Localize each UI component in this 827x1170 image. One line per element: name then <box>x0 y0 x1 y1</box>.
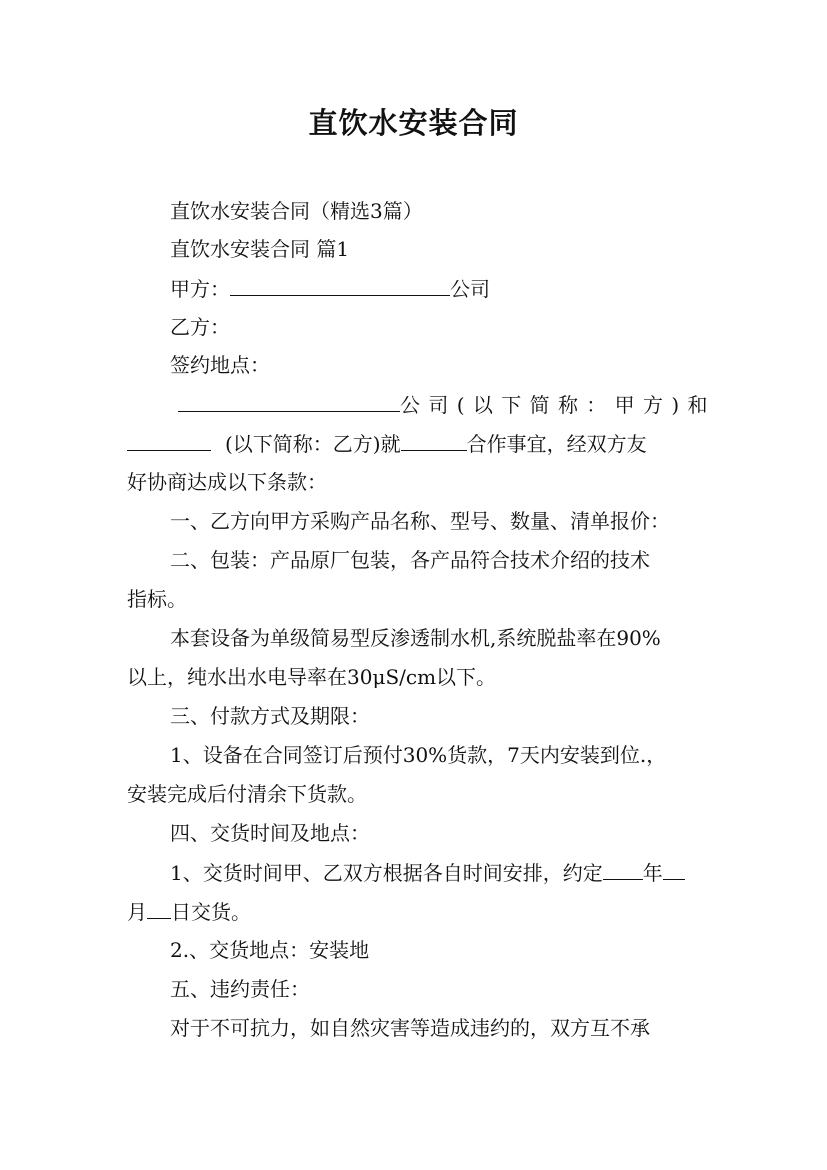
intro-line-1 <box>178 389 709 420</box>
intro-line-2 <box>127 428 647 459</box>
delivery-time-text: 1、交货时间甲、乙双方根据各自时间安排，约定 <box>170 861 603 885</box>
subtitle-line: 直饮水安装合同（精选3篇） <box>170 199 423 223</box>
force-majeure-text: 对于不可抗力，如自然灾害等造成违约的，双方互不承 <box>170 1016 650 1040</box>
month-label: 月 <box>127 900 147 924</box>
intro-line-3: 好协商达成以下条款： <box>127 470 327 494</box>
signing-location-line: 签约地点： <box>170 353 270 377</box>
document-title: 直饮水安装合同 <box>308 106 519 140</box>
clause-3: 三、付款方式及期限： <box>170 704 370 728</box>
month-blank-lead <box>663 857 685 880</box>
clause-5: 五、违约责任： <box>170 977 310 1001</box>
section-heading: 直饮水安装合同 篇1 <box>170 237 350 261</box>
day-label: 日交货。 <box>171 900 251 924</box>
party-b-line: 乙方： <box>170 315 230 339</box>
year-label: 年 <box>642 861 663 885</box>
clause-1: 一、乙方向甲方采购产品名称、型号、数量、清单报价： <box>170 509 670 533</box>
clause-2: 二、包装：产品原厂包装，各产品符合技术介绍的技术 <box>170 548 650 572</box>
clause-4: 四、交货时间及地点： <box>170 821 370 845</box>
payment-term: 1、设备在合同签订后预付30%货款，7天内安装到位.， <box>170 743 667 767</box>
day-blank <box>147 896 171 919</box>
equipment-desc-cont: 以上，纯水出水电导率在30μS/cm以下。 <box>127 665 497 689</box>
company-blank <box>178 389 400 412</box>
clause-2-cont: 指标。 <box>127 587 187 611</box>
equipment-desc: 本套设备为单级简易型反渗透制水机,系统脱盐率在90% <box>170 626 661 650</box>
payment-term-cont: 安装完成后付清余下货款。 <box>127 782 367 806</box>
delivery-location: 2.、交货地点：安装地 <box>170 938 370 962</box>
delivery-time-cont <box>127 896 251 927</box>
intro-text-3: 合作事宜，经双方友 <box>466 432 647 456</box>
party-b-blank <box>127 428 211 451</box>
party-a-blank <box>230 273 450 296</box>
intro-text-2: (以下简称：乙方)就 <box>225 432 401 456</box>
matter-blank <box>401 428 467 451</box>
year-blank <box>603 857 643 880</box>
party-a-label: 甲方： <box>170 277 230 301</box>
party-a-suffix: 公司 <box>450 277 490 301</box>
delivery-time <box>170 857 685 888</box>
intro-text-1: 公 司 ( 以 下 简 称 ： 甲 方 ) 和 <box>400 393 709 417</box>
party-a-line <box>170 273 490 304</box>
